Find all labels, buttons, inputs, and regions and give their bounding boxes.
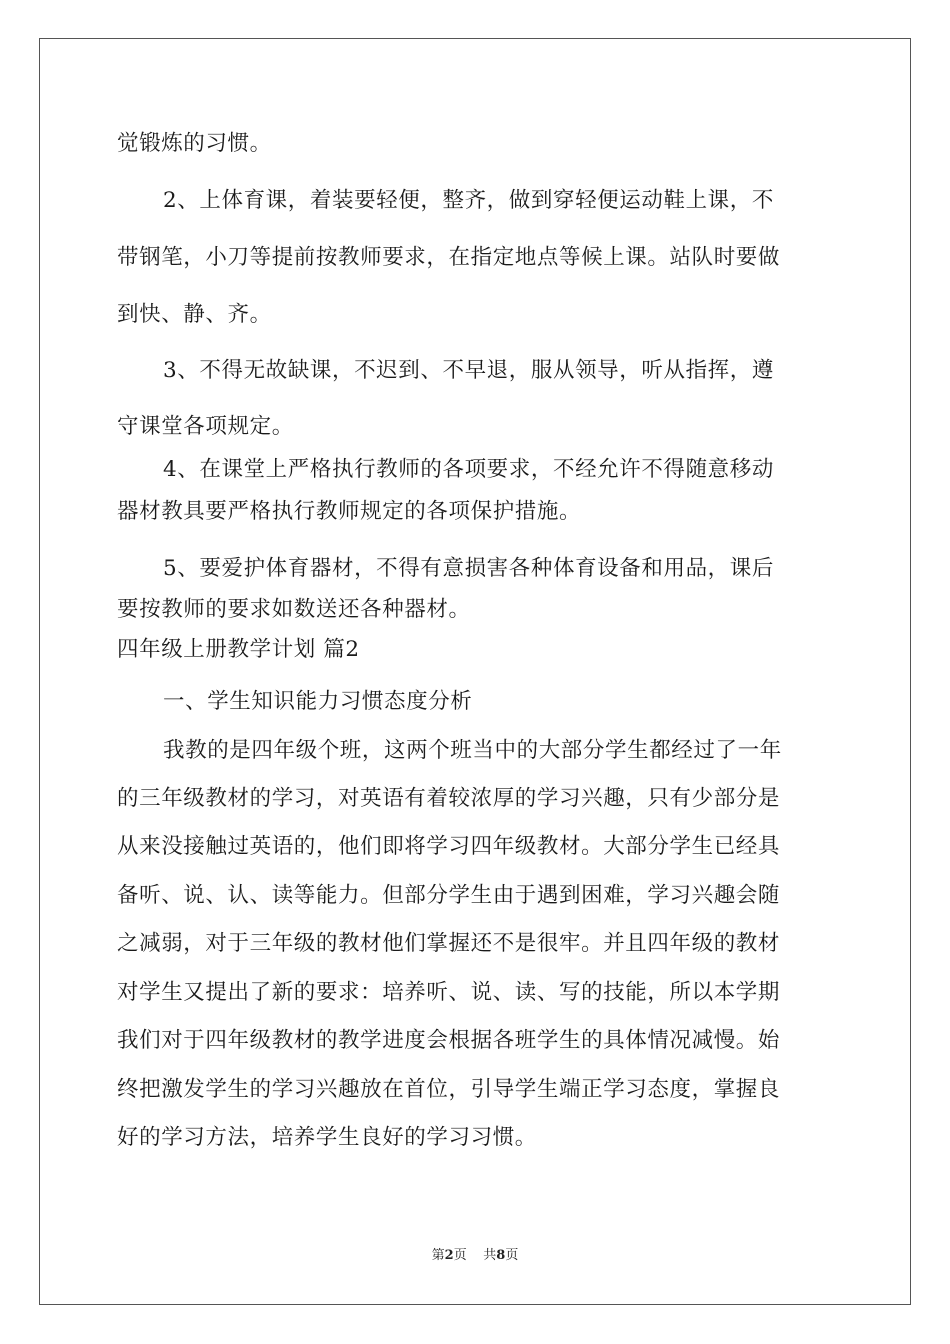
text-line: 我们对于四年级教材的教学进度会根据各班学生的具体情况减慢。始 bbox=[117, 1028, 781, 1053]
text-line: 5、要爱护体育器材，不得有意损害各种体育设备和用品，课后 bbox=[163, 556, 774, 581]
text-line: 终把激发学生的学习兴趣放在首位，引导学生端正学习态度，掌握良 bbox=[117, 1077, 781, 1102]
text-line: 之减弱，对于三年级的教材他们掌握还不是很牢。并且四年级的教材 bbox=[117, 931, 781, 956]
total-pages: 8 bbox=[496, 1248, 506, 1263]
text-line: 2、上体育课，着装要轻便，整齐，做到穿轻便运动鞋上课，不 bbox=[163, 188, 774, 213]
text-line: 对学生又提出了新的要求：培养听、说、读、写的技能，所以本学期 bbox=[117, 980, 781, 1005]
page-prefix: 第 bbox=[431, 1248, 445, 1263]
total-prefix: 共 bbox=[483, 1248, 497, 1263]
text-line: 3、不得无故缺课，不迟到、不早退，服从领导，听从指挥，遵 bbox=[163, 358, 774, 383]
page-indicator bbox=[432, 1248, 467, 1263]
page-border bbox=[39, 38, 911, 1305]
text-line: 的三年级教材的学习，对英语有着较浓厚的学习兴趣，只有少部分是 bbox=[117, 786, 781, 811]
page-footer bbox=[0, 1246, 950, 1266]
text-line: 带钢笔，小刀等提前按教师要求，在指定地点等候上课。站队时要做 bbox=[117, 245, 781, 270]
text-line: 备听、说、认、读等能力。但部分学生由于遇到困难，学习兴趣会随 bbox=[117, 883, 781, 908]
text-line: 4、在课堂上严格执行教师的各项要求，不经允许不得随意移动 bbox=[163, 457, 774, 482]
page-number: 2 bbox=[444, 1248, 454, 1263]
page-suffix: 页 bbox=[453, 1248, 467, 1263]
text-line: 我教的是四年级个班，这两个班当中的大部分学生都经过了一年 bbox=[163, 738, 782, 763]
text-line: 器材教具要严格执行教师规定的各项保护措施。 bbox=[117, 499, 582, 524]
total-suffix: 页 bbox=[505, 1248, 519, 1263]
total-pages-indicator bbox=[483, 1248, 518, 1263]
section-heading: 四年级上册教学计划 篇2 bbox=[117, 637, 360, 662]
text-line: 守课堂各项规定。 bbox=[117, 414, 294, 439]
text-line: 到快、静、齐。 bbox=[117, 302, 272, 327]
text-line: 好的学习方法，培养学生良好的学习习惯。 bbox=[117, 1125, 537, 1150]
text-line: 从来没接触过英语的，他们即将学习四年级教材。大部分学生已经具 bbox=[117, 834, 781, 859]
text-line: 要按教师的要求如数送还各种器材。 bbox=[117, 597, 471, 622]
text-line: 觉锻炼的习惯。 bbox=[117, 131, 272, 156]
subsection-heading: 一、学生知识能力习惯态度分析 bbox=[163, 689, 473, 714]
